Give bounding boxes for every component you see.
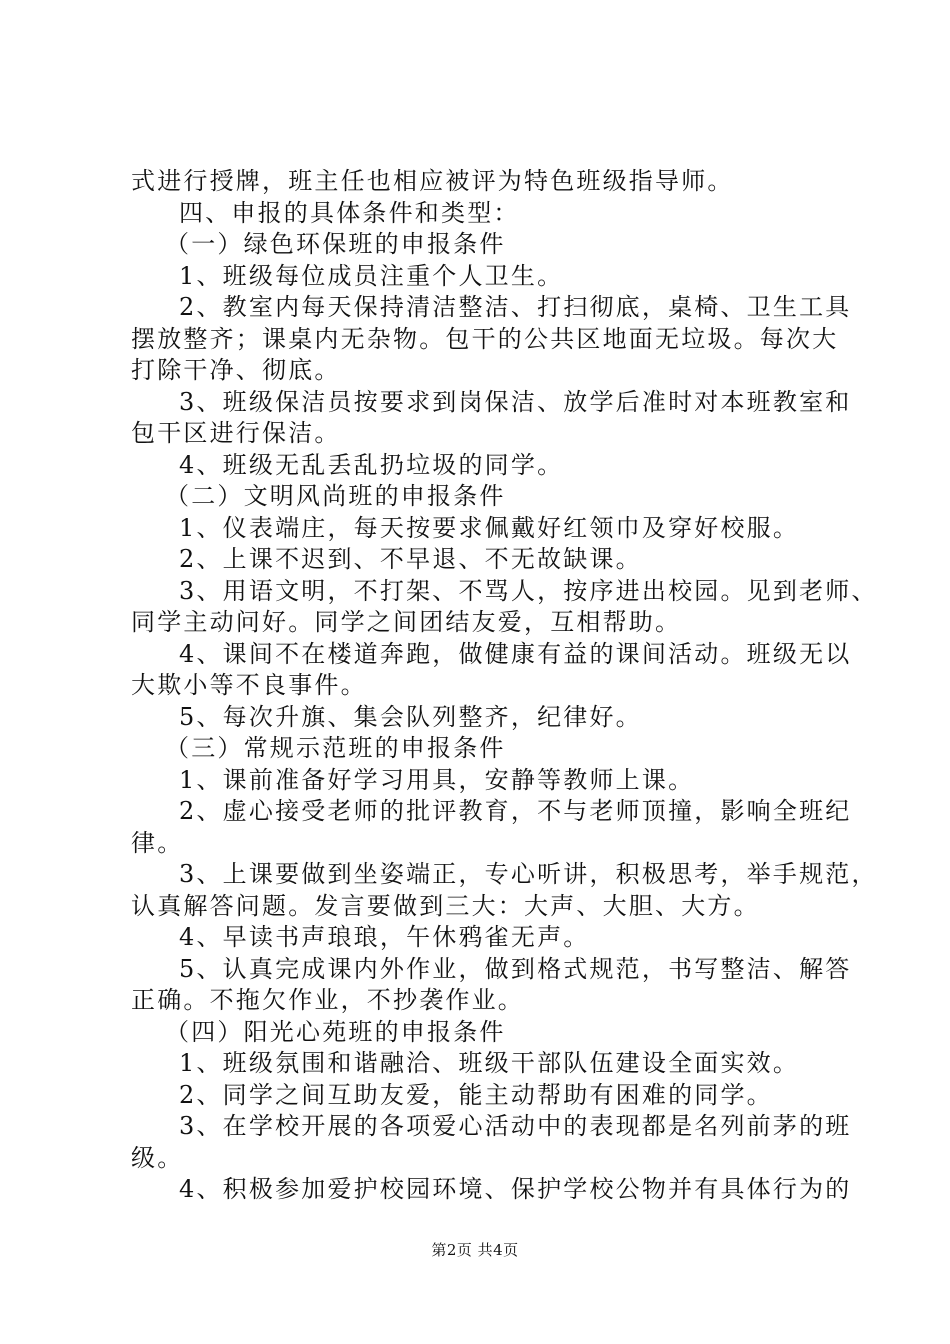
text-line: 打除干净、彻底。 <box>131 356 341 384</box>
subsection-heading: （一）绿色环保班的申报条件 <box>165 230 506 258</box>
list-item: 4、班级无乱丢乱扔垃圾的同学。 <box>179 450 564 479</box>
list-item: 1、班级每位成员注重个人卫生。 <box>179 261 564 290</box>
list-item: 4、积极参加爱护校园环境、保护学校公物并有具体行为的 <box>179 1175 852 1203</box>
list-item: 2、上课不迟到、不早退、不无故缺课。 <box>179 545 642 573</box>
text-line: 同学主动问好。同学之间团结友爱，互相帮助。 <box>131 608 682 636</box>
list-item: 5、认真完成课内外作业，做到格式规范，书写整洁、解答 <box>179 954 852 983</box>
list-item: 3、班级保洁员按要求到岗保洁、放学后准时对本班教室和 <box>179 387 852 416</box>
list-item: 3、在学校开展的各项爱心活动中的表现都是名列前茅的班 <box>179 1112 852 1140</box>
list-item: 4、早读书声琅琅，午休鸦雀无声。 <box>179 923 590 951</box>
list-item: 5、每次升旗、集会队列整齐，纪律好。 <box>179 702 642 731</box>
list-item: 4、课间不在楼道奔跑，做健康有益的课间活动。班级无以 <box>179 639 852 668</box>
list-item: 3、上课要做到坐姿端正，专心听讲，积极思考，举手规范， <box>179 860 878 888</box>
subsection-heading: （四）阳光心苑班的申报条件 <box>165 1017 506 1046</box>
page-footer <box>0 1240 950 1260</box>
subsection-heading: （三）常规示范班的申报条件 <box>165 734 506 762</box>
list-item: 2、虚心接受老师的批评教育，不与老师顶撞，影响全班纪 <box>179 797 852 825</box>
text-line: 式进行授牌，班主任也相应被评为特色班级指导师。 <box>131 167 734 195</box>
list-item: 1、班级氛围和谐融洽、班级干部队伍建设全面实效。 <box>179 1049 800 1077</box>
list-item: 1、仪表端庄，每天按要求佩戴好红领巾及穿好校服。 <box>179 513 800 542</box>
text-line: 正确。不拖欠作业，不抄袭作业。 <box>131 986 524 1014</box>
list-item: 2、同学之间互助友爱，能主动帮助有困难的同学。 <box>179 1080 773 1109</box>
text-line: 包干区进行保洁。 <box>131 419 341 447</box>
document-body <box>131 166 878 1206</box>
text-line: 大欺小等不良事件。 <box>131 671 367 699</box>
text-line: 摆放整齐；课桌内无杂物。包干的公共区地面无垃圾。每次大 <box>131 324 839 353</box>
text-line: 律。 <box>131 828 184 857</box>
page-number: 第2页 共4页 <box>431 1241 519 1259</box>
list-item: 1、课前准备好学习用具，安静等教师上课。 <box>179 765 695 794</box>
text-line: 认真解答问题。发言要做到三大：大声、大胆、大方。 <box>131 891 760 920</box>
subsection-heading: （二）文明风尚班的申报条件 <box>165 482 506 510</box>
text-line: 级。 <box>131 1143 184 1172</box>
list-item: 2、教室内每天保持清洁整洁、打扫彻底，桌椅、卫生工具 <box>179 293 852 321</box>
list-item: 3、用语文明，不打架、不骂人，按序进出校园。见到老师、 <box>179 576 878 605</box>
section-heading: 四、申报的具体条件和类型： <box>179 198 520 227</box>
